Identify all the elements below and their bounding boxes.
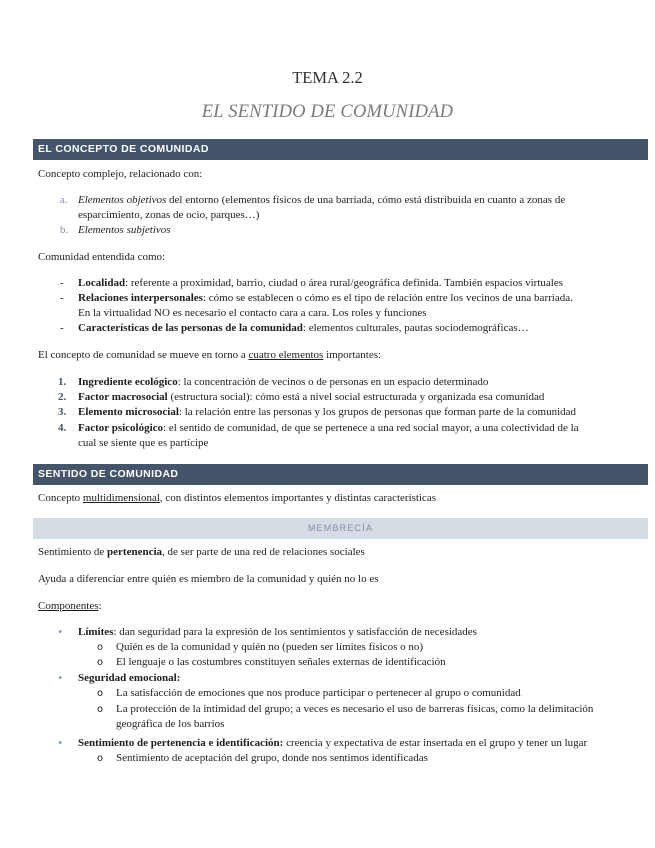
page-subtitle: EL SENTIDO DE COMUNIDAD xyxy=(201,102,454,122)
sub-list-item: Sentimiento de aceptación del grupo, donde nos sentimos identificadas xyxy=(116,752,428,764)
list-item xyxy=(78,276,646,291)
paragraph xyxy=(38,545,646,560)
paragraph: Concepto complejo, relacionado con: xyxy=(38,168,203,180)
list-item xyxy=(78,421,646,436)
list-item-text: : referente a proximidad, barrio, ciudad o área rural/geográfica definida. También espacios virtuales xyxy=(125,277,563,289)
list-item-strong: Relaciones interpersonales xyxy=(78,292,203,304)
list-item-strong: Sentimiento de pertenencia e identificación: xyxy=(78,737,284,749)
paragraph-text: , con distintos elementos importantes y distintas características xyxy=(159,492,437,504)
list-marker: a. xyxy=(60,194,68,206)
list-item xyxy=(78,375,646,390)
paragraph: Ayuda a diferenciar entre quién es miembro de la comunidad y quién no lo es xyxy=(38,573,379,585)
list-marker: - xyxy=(60,322,64,334)
underlined-text: Componentes xyxy=(38,600,99,612)
list-item-text: del entorno (elementos físicos de una barriada, cómo está distribuida en cuanto a zonas de xyxy=(166,194,566,206)
sub-list-item: Quién es de la comunidad y quién no (pueden ser límites físicos o no) xyxy=(116,641,424,653)
sub-bullet-icon: o xyxy=(97,688,104,699)
list-item xyxy=(78,736,646,751)
paragraph xyxy=(38,348,646,363)
list-item-strong: Límites xyxy=(78,626,114,638)
paragraph xyxy=(38,491,646,506)
sub-bullet-icon: o xyxy=(97,704,104,715)
list-item xyxy=(78,625,646,640)
list-marker: 2. xyxy=(58,391,67,403)
list-item-emphasis: Elementos objetivos xyxy=(78,194,167,206)
list-item-strong: Localidad xyxy=(78,277,126,289)
list-item-strong: Elemento microsocial xyxy=(78,406,179,418)
list-item xyxy=(78,321,646,336)
paragraph-text: , de ser parte de una red de relaciones sociales xyxy=(162,546,365,558)
section-heading-concepto: EL CONCEPTO DE COMUNIDAD xyxy=(33,139,648,160)
list-item-text: (estructura social): cómo está a nivel social estructurada y organizada esa comunidad xyxy=(167,391,545,403)
paragraph-text: Sentimiento de xyxy=(38,546,108,558)
list-item-text: : el sentido de comunidad, de que se pertenece a una red social mayor, a una colectividad de la xyxy=(163,422,579,434)
list-item xyxy=(78,671,646,686)
list-item-text: : cómo se establecen o cómo es el tipo de relación entre los vecinos de una barriada. xyxy=(202,292,573,304)
list-item-strong: Factor psicológico xyxy=(78,422,164,434)
list-item-strong: Características de las personas de la comunidad xyxy=(78,322,303,334)
list-item xyxy=(78,193,646,208)
sub-bullet-icon: o xyxy=(97,657,104,668)
list-marker: - xyxy=(60,292,64,304)
components-label: Componentes: xyxy=(38,600,102,612)
list-item-strong: Ingrediente ecológico xyxy=(78,376,178,388)
list-marker: 3. xyxy=(58,406,67,418)
list-marker: 1. xyxy=(58,376,67,388)
bullet-icon: • xyxy=(58,670,63,685)
list-item-text: : la concentración de vecinos o de personas en un espacio determinado xyxy=(177,376,489,388)
sub-list-item: La protección de la intimidad del grupo; a veces es necesario el uso de barreras físicas, como la delimitación xyxy=(116,703,594,715)
list-item-continuation: esparcimiento, zonas de ocio, parques…) xyxy=(78,209,260,221)
underlined-text: cuatro elementos xyxy=(248,349,324,361)
paragraph-text: importantes: xyxy=(323,349,382,361)
sub-list-item-continuation: geográfica de los barrios xyxy=(116,718,225,730)
sub-list-item: El lenguaje o las costumbres constituyen señales externas de identificación xyxy=(116,656,446,668)
sub-list-item: La satisfacción de emociones que nos produce participar o pertenecer al grupo o comunidad xyxy=(116,687,521,699)
list-item xyxy=(78,405,646,420)
list-item-text: creencia y expectativa de estar insertada en el grupo y tener un lugar xyxy=(283,737,588,749)
list-item-continuation: En la virtualidad NO es necesario el contacto cara a cara. Los roles y funciones xyxy=(78,307,427,319)
list-item-text: : elementos culturales, pautas sociodemográficas… xyxy=(302,322,529,334)
bold-text: pertenencia xyxy=(107,546,163,558)
paragraph-text: El concepto de comunidad se mueve en torno a xyxy=(38,349,249,361)
list-item-text: : dan seguridad para la expresión de los sentimientos y satisfacción de necesidades xyxy=(113,626,477,638)
list-item-emphasis: Elementos subjetivos xyxy=(78,224,171,236)
paragraph-text: Concepto xyxy=(38,492,83,504)
underlined-text: multidimensional xyxy=(82,492,160,504)
list-marker: b. xyxy=(60,224,69,236)
list-marker: 4. xyxy=(58,422,67,434)
sub-bullet-icon: o xyxy=(97,642,104,653)
list-item xyxy=(78,291,646,306)
sub-bullet-icon: o xyxy=(97,753,104,764)
section-heading-sentido: SENTIDO DE COMUNIDAD xyxy=(33,464,648,485)
list-item-continuation: cual se siente que es partícipe xyxy=(78,437,209,449)
list-item xyxy=(78,223,171,238)
list-item xyxy=(78,390,646,405)
bullet-icon: • xyxy=(58,624,63,639)
list-item-strong: Seguridad emocional: xyxy=(78,672,181,684)
bullet-icon: • xyxy=(58,735,63,750)
subsection-heading-membrecia: MEMBRECÍA xyxy=(33,518,648,539)
list-item-strong: Factor macrosocial xyxy=(78,391,168,403)
paragraph: Comunidad entendida como: xyxy=(38,251,166,263)
list-item-text: : la relación entre las personas y los grupos de personas que forman parte de la comunidad xyxy=(178,406,577,418)
page-title: TEMA 2.2 xyxy=(292,68,363,87)
list-marker: - xyxy=(60,277,64,289)
